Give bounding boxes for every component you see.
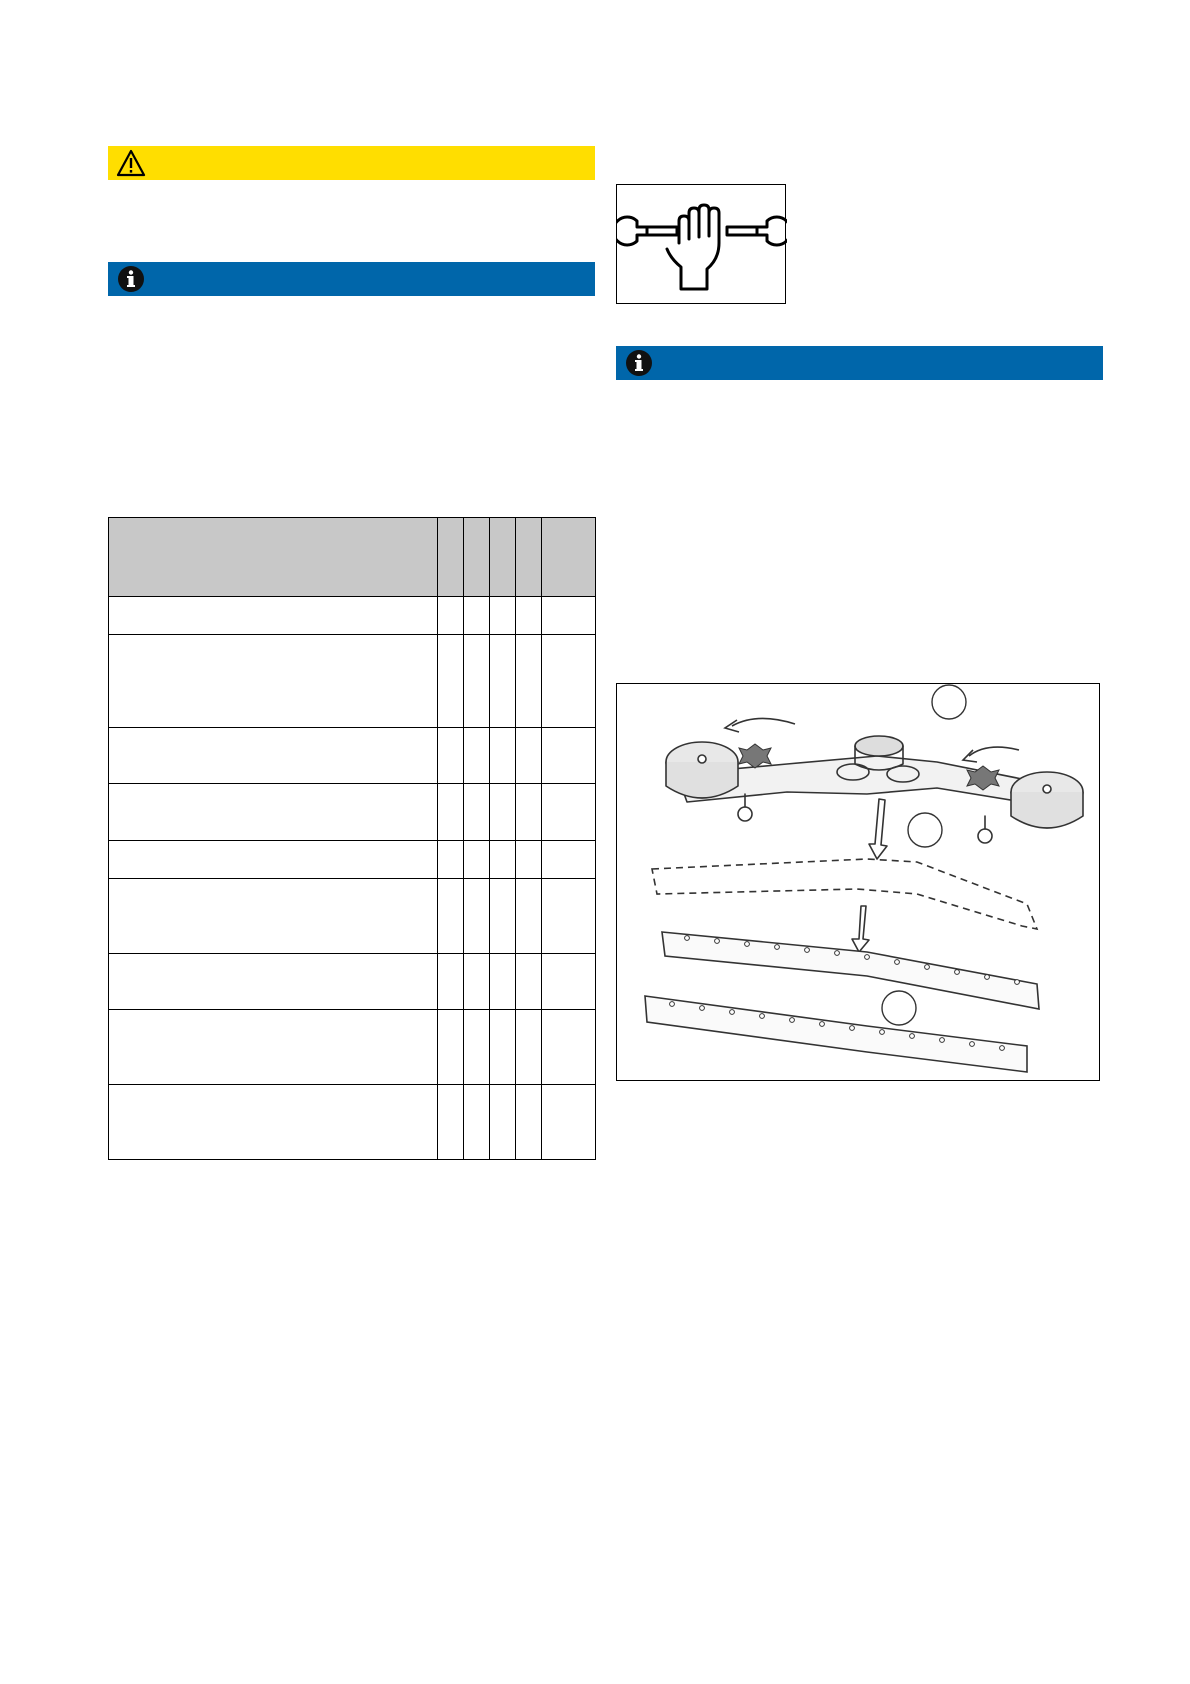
table-cell [490,728,516,784]
table-cell [516,954,542,1010]
table-cell [516,841,542,879]
down-arrow-upper [869,799,887,859]
protective-gloves-pictogram [616,184,786,304]
table-cell [516,1085,542,1160]
info-icon [116,264,146,294]
table-cell [464,954,490,1010]
table-cell [516,879,542,954]
table-cell [109,954,438,1010]
table-cell [542,728,596,784]
table-cell [490,954,516,1010]
table-row [109,879,596,954]
table-cell [542,1085,596,1160]
table-cell [438,728,464,784]
table-cell [542,635,596,728]
table-cell [109,597,438,635]
table-cell [542,597,596,635]
table-cell [542,879,596,954]
table-header-cell [542,518,596,597]
table-header-cell [464,518,490,597]
maintenance-table [108,517,596,1160]
table-cell [542,1010,596,1085]
central-swivel [855,736,903,756]
table-header-cell [490,518,516,597]
table-header-cell [438,518,464,597]
info-banner-left [108,262,595,296]
table-row [109,635,596,728]
table-row [109,728,596,784]
table-cell [542,784,596,841]
table-cell [516,1010,542,1085]
table-row [109,841,596,879]
table-header-cell [109,518,438,597]
table-cell [490,1010,516,1085]
info-banner-right [616,346,1103,380]
table-row [109,597,596,635]
table-cell [438,784,464,841]
table-cell [542,841,596,879]
warning-triangle-icon [116,148,146,178]
front-squeegee-blade [662,932,1039,1009]
table-cell [438,879,464,954]
table-cell [109,635,438,728]
table-cell [438,841,464,879]
table-cell [490,1085,516,1160]
table-row [109,954,596,1010]
blade-holder-outline [652,859,1037,929]
table-cell [516,784,542,841]
table-row [109,1010,596,1085]
table-cell [464,597,490,635]
callout-circle-2 [908,813,942,847]
table-cell [438,597,464,635]
table-cell [438,635,464,728]
table-header-cell [516,518,542,597]
squeegee-exploded-illustration [617,684,1101,1082]
table-row [109,1085,596,1160]
table-cell [109,841,438,879]
table-cell [464,1010,490,1085]
table-cell [516,728,542,784]
callout-circle-1 [932,685,966,719]
table-cell [438,1010,464,1085]
table-cell [109,784,438,841]
left-star-knob [739,744,771,768]
squeegee-assembly-figure [616,683,1100,1081]
table-cell [542,954,596,1010]
table-cell [490,635,516,728]
callout-circle-3 [882,991,916,1025]
table-cell [490,784,516,841]
table-cell [516,597,542,635]
table-cell [464,784,490,841]
table-cell [464,879,490,954]
table-cell [109,879,438,954]
table-cell [109,1085,438,1160]
table-header-row [109,518,596,597]
table-cell [490,841,516,879]
table-cell [438,1085,464,1160]
table-cell [438,954,464,1010]
table-cell [464,728,490,784]
table-cell [109,728,438,784]
left-caster [738,807,752,821]
info-icon [624,348,654,378]
warning-banner [108,146,595,180]
table-cell [464,635,490,728]
table-cell [464,1085,490,1160]
right-rotation-arrow [969,747,1019,756]
table-cell [490,879,516,954]
protective-gloves-wrench-icon [617,185,787,305]
table-cell [109,1010,438,1085]
table-cell [464,841,490,879]
table-cell [490,597,516,635]
table-cell [516,635,542,728]
table-row [109,784,596,841]
right-caster [978,829,992,843]
down-arrow-lower [852,906,869,952]
left-rotation-arrow [732,718,795,726]
